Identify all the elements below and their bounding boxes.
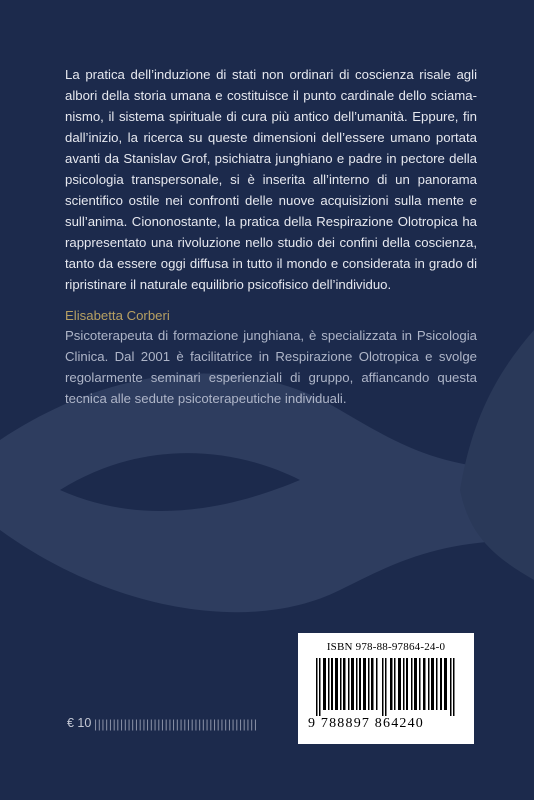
back-cover-blurb: La pratica dell’induzione di stati non ordinari di coscienza risale agli albori della storia umana e costituisce il punto cardinale dello sciamanismo, il sistema spirituale di cura più antico dell’umanità. Eppure, fin dall’inizio, la ricerca su queste dimensioni dell’essere umano portata avanti da Stanislav Grof, psichiatra junghiano e padre in pectore della psicologia transpersonale, si è inserita all’interno di un panorama scientifico ostile nei confronti delle nuove acquisizioni sulla mente e sull’anima. Ciononostante, la pratica della Respirazione Olotropica ha rappresentato una rivoluzione nello studio dei confini della coscienza, tanto da essere oggi diffusa in tutto il mondo e considerata in grado di ripristinare il naturale equilibrio psicofisico dell’individuo.: [65, 67, 477, 292]
author-name: Elisabetta Corberi: [65, 308, 170, 323]
price-ruler: ||||||||||||||||||||||||||||||||||||||||||||: [94, 717, 258, 731]
isbn-barcode-box: [298, 633, 474, 744]
barcode-icon: [316, 658, 460, 716]
price-label: € 10: [67, 716, 92, 730]
isbn-digits: 9 788897 864240: [308, 716, 424, 731]
isbn-label: ISBN 978-88-97864-24-0: [326, 641, 446, 653]
author-bio: Psicoterapeuta di formazione junghiana, è specializzata in Psicologia Clinica. Dal 2001 è facilitatrice in Respirazione Olotropica e svolge regolarmente seminari esperienziali di gruppo, affiancando questa tecnica alle sedute psicoterapeutiche individuali.: [65, 328, 477, 406]
